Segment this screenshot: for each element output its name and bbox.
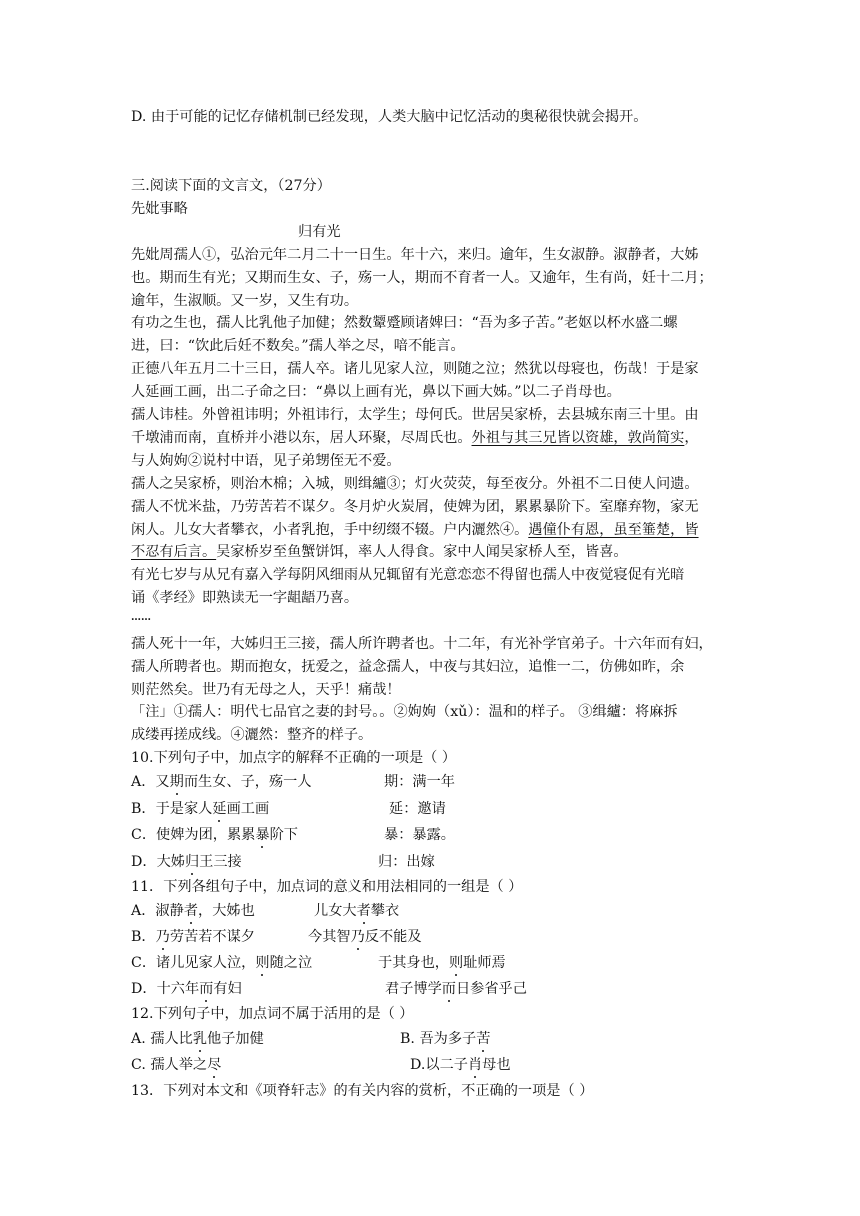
paragraph-line: 孺人讳桂。外曾祖讳明；外祖讳行，太学生；母何氏。世居吴家桥，去县城东南三十里。由	[131, 407, 699, 423]
paragraph-line: 进，曰：“饮此后妊不数矣。”孺人举之尽，喑不能言。	[131, 338, 465, 354]
q11-option-b-second	[308, 927, 422, 947]
question-10-stem: 10.下列句子中，加点字的解释不正确的一项是（ ）	[131, 750, 457, 766]
q10-option-c	[131, 825, 298, 845]
text-span: 他子加健	[207, 1031, 264, 1047]
q10-gloss-c: 暴：暴露。	[384, 827, 455, 843]
text-span: 于其身也，	[378, 955, 449, 971]
q12-option-d	[410, 1055, 511, 1075]
prev-option-d: D. 由于可能的记忆存储机制已经发现，人类大脑中记忆活动的奥秘很快就会揭开。	[131, 109, 648, 125]
paragraph-line: 人延画工画，出二子命之曰：“鼻以上画有光，鼻以下画大姊。”以二子肖母也。	[131, 384, 621, 400]
paragraph-line: 孺人所聘者也。期而抱女，抚爱之，益念孺人，中夜与其妇泣，追惟一二，仿佛如昨，余	[131, 659, 685, 675]
dotted-char: 则	[255, 955, 270, 971]
dotted-char: 乃	[350, 929, 365, 945]
dotted-char: 而	[199, 981, 214, 997]
text-span: 阶下	[269, 827, 298, 843]
text-span: 闲人。儿女大者攀衣，小者乳抱，手中纫缀不辍。户内灑然④。	[131, 522, 529, 538]
text-span: 而生女、子，殇一人	[183, 774, 312, 790]
dotted-char: 乃	[155, 929, 170, 945]
text-span: 今其智	[308, 929, 351, 945]
notes-line: 成缕再搓成线。④灑然：整齐的样子。	[131, 727, 373, 743]
q10-option-b	[131, 799, 269, 819]
q10-option-d	[131, 852, 242, 872]
q11-option-c	[131, 953, 312, 973]
section-heading: 三.阅读下面的文言文，（27分）	[131, 178, 331, 194]
text-span: 母也	[482, 1057, 511, 1073]
q11-option-c-second	[378, 953, 506, 973]
dotted-char: 者	[356, 903, 371, 919]
text-span: B．于是家人	[131, 801, 213, 817]
essay-title: 先妣事略	[131, 201, 188, 217]
text-span: 画工画	[226, 801, 270, 817]
text-span: B. 吾为多子	[400, 1031, 477, 1047]
dotted-char: 苦	[476, 1031, 491, 1047]
text-span: D．十六年	[131, 981, 200, 997]
paragraph-line: 与人姁姁②说村中语，见子弟甥侄无不爱。	[131, 453, 401, 469]
question-11-stem: 11．下列各组句子中，加点词的意义和用法相同的一组是（ ）	[131, 879, 523, 895]
text-span: 随之泣	[269, 955, 313, 971]
q11-option-b	[131, 927, 255, 947]
text-span: D．大姊	[131, 854, 185, 870]
text-span: D.以二子	[410, 1057, 468, 1073]
dotted-char: 期	[169, 774, 184, 790]
text-span: C．使婢为团，累累	[131, 827, 256, 843]
text-span: 日参省乎己	[455, 981, 527, 997]
dotted-char: 而	[441, 981, 456, 997]
dotted-char: 肖	[467, 1057, 483, 1073]
paragraph-line: 孺人死十一年，大姊归王三接，孺人所许聘者也。十二年，有光补学官弟子。十六年而有妇，	[131, 636, 713, 652]
dotted-char: 则	[448, 955, 464, 971]
paragraph-line: 有光七岁与从兄有嘉入学每阴风细雨从兄辄留有光意恋恋不得留也孺人中夜觉寝促有光暗	[131, 567, 685, 583]
q11-option-a	[131, 901, 255, 921]
paragraph-line: 也。期而生有光；又期而生女、子，殇一人，期而不育者一人。又逾年，生有尚，妊十二月；	[131, 270, 713, 286]
dotted-char: 者	[183, 903, 199, 919]
essay-author: 归有光	[298, 224, 341, 240]
question-13-stem: 13．下列对本文和《项脊轩志》的有关内容的赏析，不正确的一项是（ ）	[131, 1083, 594, 1099]
text-span: A．又	[131, 774, 170, 790]
ellipsis: ……	[131, 612, 151, 623]
text-span: A．淑静	[131, 903, 184, 919]
text-span: 反不能及	[364, 929, 422, 945]
q10-gloss-b: 延：邀请	[389, 801, 446, 817]
paragraph-line: 则茫然矣。世乃有无母之人，天乎！痛哉！	[131, 682, 401, 698]
paragraph-line: 诵《孝经》即熟读无一字龃龉乃喜。	[131, 590, 359, 606]
paragraph-line: 孺人不忧米盐，乃劳苦若不谋夕。冬月炉火炭屑，使婢为团，累累暴阶下。室靡弃物，家无	[131, 499, 699, 515]
paragraph-line: 逾年，生淑顺。又一岁，又生有功。	[131, 293, 359, 309]
text-span: ，	[684, 430, 699, 446]
q11-option-a-second	[314, 901, 399, 921]
paragraph-line: 孺人之吴家桥，则治木棉；入城，则缉纑③；灯火荧荧，每至夜分。外祖不二日使人问遗。	[131, 476, 699, 492]
text-span: 耻师焉	[463, 955, 506, 971]
q10-option-a	[131, 772, 312, 792]
paragraph-line: 有功之生也，孺人比乳他子加健；然数颦蹙顾诸婢曰：“吾为多子苦。”老妪以杯水盛二螺	[131, 315, 678, 331]
underlined-sentence: 外祖与其三兄皆以资雄，敦尚简实	[471, 430, 685, 446]
q10-gloss-a: 期：满一年	[384, 774, 455, 790]
text-span: C．诸儿见家人泣，	[131, 955, 256, 971]
paragraph-line	[131, 520, 699, 540]
text-span: ，大姊也	[198, 903, 255, 919]
text-span: C. 孺人举之	[131, 1057, 208, 1073]
q11-option-d	[131, 979, 242, 999]
text-span: 千墩浦而南，直桥并小港以东，居人环聚，尽周氏也。	[131, 430, 472, 446]
text-span: 劳苦若不谋夕	[169, 929, 255, 945]
dotted-char: 延	[212, 801, 227, 817]
paragraph-line	[131, 428, 699, 448]
dotted-char: 暴	[255, 827, 270, 843]
underlined-sentence: 遇僮仆有恩，虽至箠楚，皆	[528, 522, 699, 538]
text-span: A. 孺人比	[131, 1031, 193, 1047]
q11-option-d-second	[385, 979, 527, 999]
dotted-char: 归	[184, 854, 200, 870]
notes-line: 「注」①孺人：明代七品官之妻的封号。。②姁姁（xǔ）：温和的样子。 ③缉纑：将麻拆	[131, 704, 678, 720]
paragraph-line: 正德八年五月二十三日，孺人卒。诸儿见家人泣，则随之泣；然犹以母寝也，伤哉！于是家	[131, 361, 699, 377]
paragraph-line: 先妣周孺人①，弘治元年二月二十一日生。年十六，来归。逾年，生女淑静。淑静者，大姊	[131, 247, 699, 263]
q12-option-b	[400, 1029, 490, 1049]
paragraph-line	[131, 542, 628, 562]
underlined-sentence: 不忍有后言。	[131, 544, 217, 560]
text-span: B．	[131, 929, 156, 945]
q12-option-a	[131, 1029, 264, 1049]
question-12-stem: 12.下列句子中，加点词不属于活用的是（ ）	[131, 1006, 414, 1022]
dotted-char: 乳	[192, 1031, 208, 1047]
text-span: 吴家桥岁至鱼蟹饼饵，率人人得食。家中人闻吴家桥人至，皆喜。	[216, 544, 628, 560]
q12-option-c	[131, 1055, 221, 1075]
q10-gloss-d: 归：出嫁	[378, 854, 435, 870]
text-span: 王三接	[199, 854, 242, 870]
text-span: 攀衣	[370, 903, 400, 919]
text-span: 有妇	[213, 981, 242, 997]
text-span: 儿女大	[314, 903, 357, 919]
text-span: 君子博学	[385, 981, 442, 997]
dotted-char: 尽	[207, 1057, 222, 1073]
